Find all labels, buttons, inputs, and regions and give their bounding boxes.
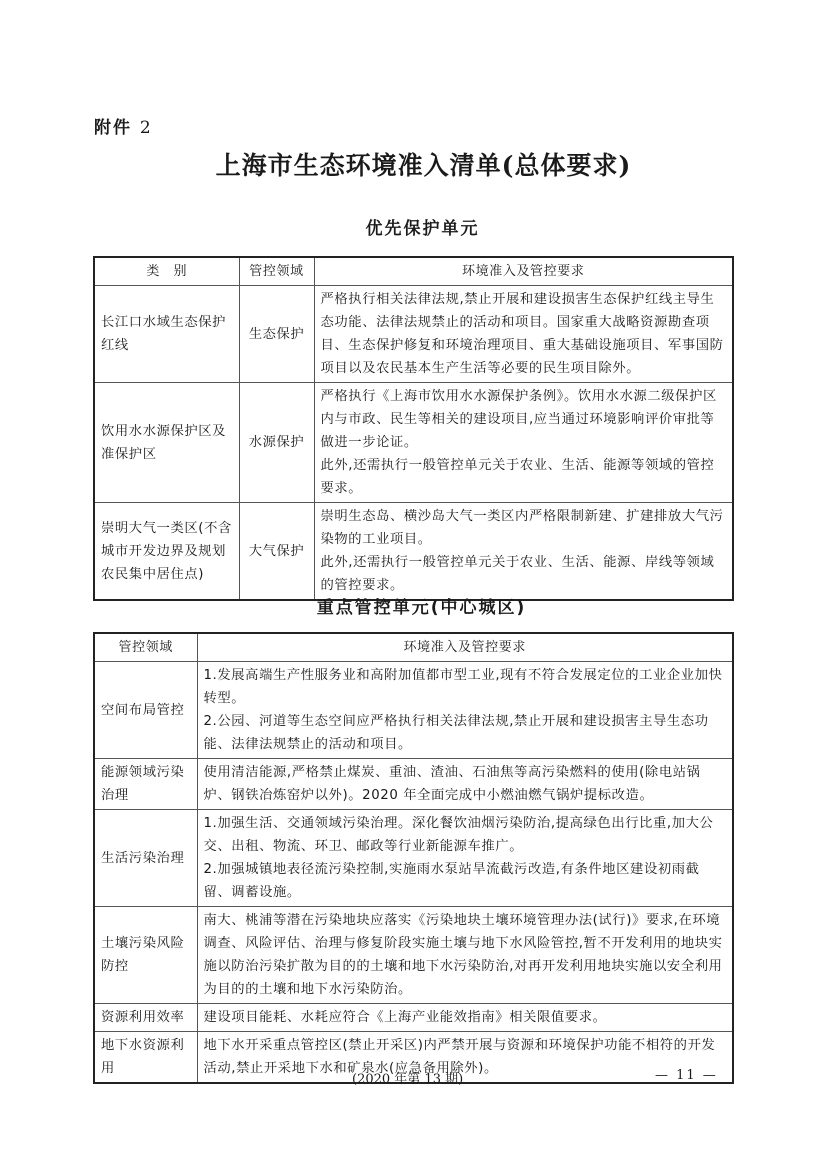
- table-row: [94, 662, 733, 759]
- domain-cell: 生活污染治理: [94, 810, 197, 907]
- requirement-paragraph: 崇明生态岛、横沙岛大气一类区内严格限制新建、扩建排放大气污染物的工业项目。: [320, 509, 724, 547]
- requirements-cell: [314, 286, 733, 383]
- requirement-paragraph: 1.发展高端生产性服务业和高附加值都市型工业,现有不符合发展定位的工业企业加快转型。: [203, 668, 723, 706]
- annex-text: 附件: [94, 118, 132, 138]
- key-control-table: [93, 632, 734, 1084]
- column-header: 环境准入及管控要求: [314, 257, 733, 286]
- requirements-cell: [197, 907, 733, 1004]
- category-cell: 崇明大气一类区(不含城市开发边界及规划农民集中居住点): [94, 503, 239, 601]
- domain-cell: 地下水资源利用: [94, 1032, 197, 1084]
- table-row: [94, 759, 733, 810]
- annex-number: 2: [139, 118, 153, 138]
- table-row: [94, 810, 733, 907]
- category-cell: 长江口水域生态保护红线: [94, 286, 239, 383]
- table-row: [94, 383, 733, 503]
- page-number: — 11 —: [655, 1068, 718, 1083]
- domain-cell: 生态保护: [239, 286, 314, 383]
- requirements-cell: [197, 662, 733, 759]
- requirements-cell: [197, 1032, 733, 1084]
- requirements-cell: [197, 759, 733, 810]
- document-title: 上海市生态环境准入清单(总体要求): [215, 151, 632, 180]
- requirement-paragraph: 南大、桃浦等潜在污染地块应落实《污染地块土壤环境管理办法(试行)》要求,在环境调查、风险评估、治理与修复阶段实施土壤与地下水风险管控,暂不开发利用的地块实施以防治污染扩散为目的的土壤和地下水污染防治,对再开发利用地块实施以安全利用为目的的土壤和地下水污染防治。: [203, 913, 723, 997]
- table-header-row: [94, 257, 733, 286]
- domain-cell: 土壤污染风险防控: [94, 907, 197, 1004]
- table-header-row: [94, 633, 733, 662]
- category-cell: 饮用水水源保护区及准保护区: [94, 383, 239, 503]
- requirements-cell: [314, 503, 733, 601]
- requirements-cell: [197, 810, 733, 907]
- issue-number: (2020 年第 13 期): [352, 1072, 464, 1087]
- requirement-paragraph: 1.加强生活、交通领域污染治理。深化餐饮油烟污染防治,提高绿色出行比重,加大公交、出租、物流、环卫、邮政等行业新能源车推广。: [203, 816, 714, 854]
- domain-cell: 能源领域污染治理: [94, 759, 197, 810]
- domain-cell: 水源保护: [239, 383, 314, 503]
- table-row: [94, 503, 733, 601]
- requirements-cell: [197, 1004, 733, 1032]
- table-row: [94, 907, 733, 1004]
- priority-section-heading: 优先保护单元: [365, 219, 480, 239]
- annex-label: [94, 113, 153, 138]
- key-section-heading: 重点管控单元(中心城区): [316, 598, 527, 618]
- requirement-paragraph: 2.公园、河道等生态空间应严格执行相关法律法规,禁止开展和建设损害主导生态功能、法律法规禁止的活动和项目。: [203, 714, 709, 752]
- requirement-paragraph: 建设项目能耗、水耗应符合《上海产业能效指南》相关限值要求。: [203, 1010, 607, 1025]
- domain-cell: 资源利用效率: [94, 1004, 197, 1032]
- requirement-paragraph: 严格执行《上海市饮用水水源保护条例》。饮用水水源二级保护区内与市政、民生等相关的建设项目,应当通过环境影响评价审批等做进一步论证。: [320, 389, 717, 450]
- requirement-paragraph: 2.加强城镇地表径流污染控制,实施雨水泵站旱流截污改造,有条件地区建设初雨截留、调蓄设施。: [203, 862, 700, 900]
- column-header: 管控领域: [239, 257, 314, 286]
- requirement-paragraph: 此外,还需执行一般管控单元关于农业、生活、能源等领域的管控要求。: [320, 458, 715, 496]
- column-header: 类 别: [94, 257, 239, 286]
- requirements-cell: [314, 383, 733, 503]
- priority-protection-table: [93, 256, 734, 601]
- table-row: [94, 1004, 733, 1032]
- domain-cell: 大气保护: [239, 503, 314, 601]
- requirement-paragraph: 严格执行相关法律法规,禁止开展和建设损害生态保护红线主导生态功能、法律法规禁止的活动和项目。国家重大战略资源勘查项目、生态保护修复和环境治理项目、重大基础设施项目、军事国防项目以及农民基本生产生活等必要的民生项目除外。: [320, 292, 724, 376]
- domain-cell: 空间布局管控: [94, 662, 197, 759]
- requirement-paragraph: 地下水开采重点管控区(禁止开采区)内严禁开展与资源和环境保护功能不相符的开发活动,禁止开采地下水和矿泉水(应急备用除外)。: [203, 1038, 716, 1076]
- column-header: 管控领域: [94, 633, 197, 662]
- column-header: 环境准入及管控要求: [197, 633, 733, 662]
- requirement-paragraph: 此外,还需执行一般管控单元关于农业、生活、能源、岸线等领域的管控要求。: [320, 555, 715, 593]
- table-row: [94, 286, 733, 383]
- requirement-paragraph: 使用清洁能源,严格禁止煤炭、重油、渣油、石油焦等高污染燃料的使用(除电站锅炉、钢铁冶炼窑炉以外)。2020 年全面完成中小燃油燃气锅炉提标改造。: [203, 765, 701, 803]
